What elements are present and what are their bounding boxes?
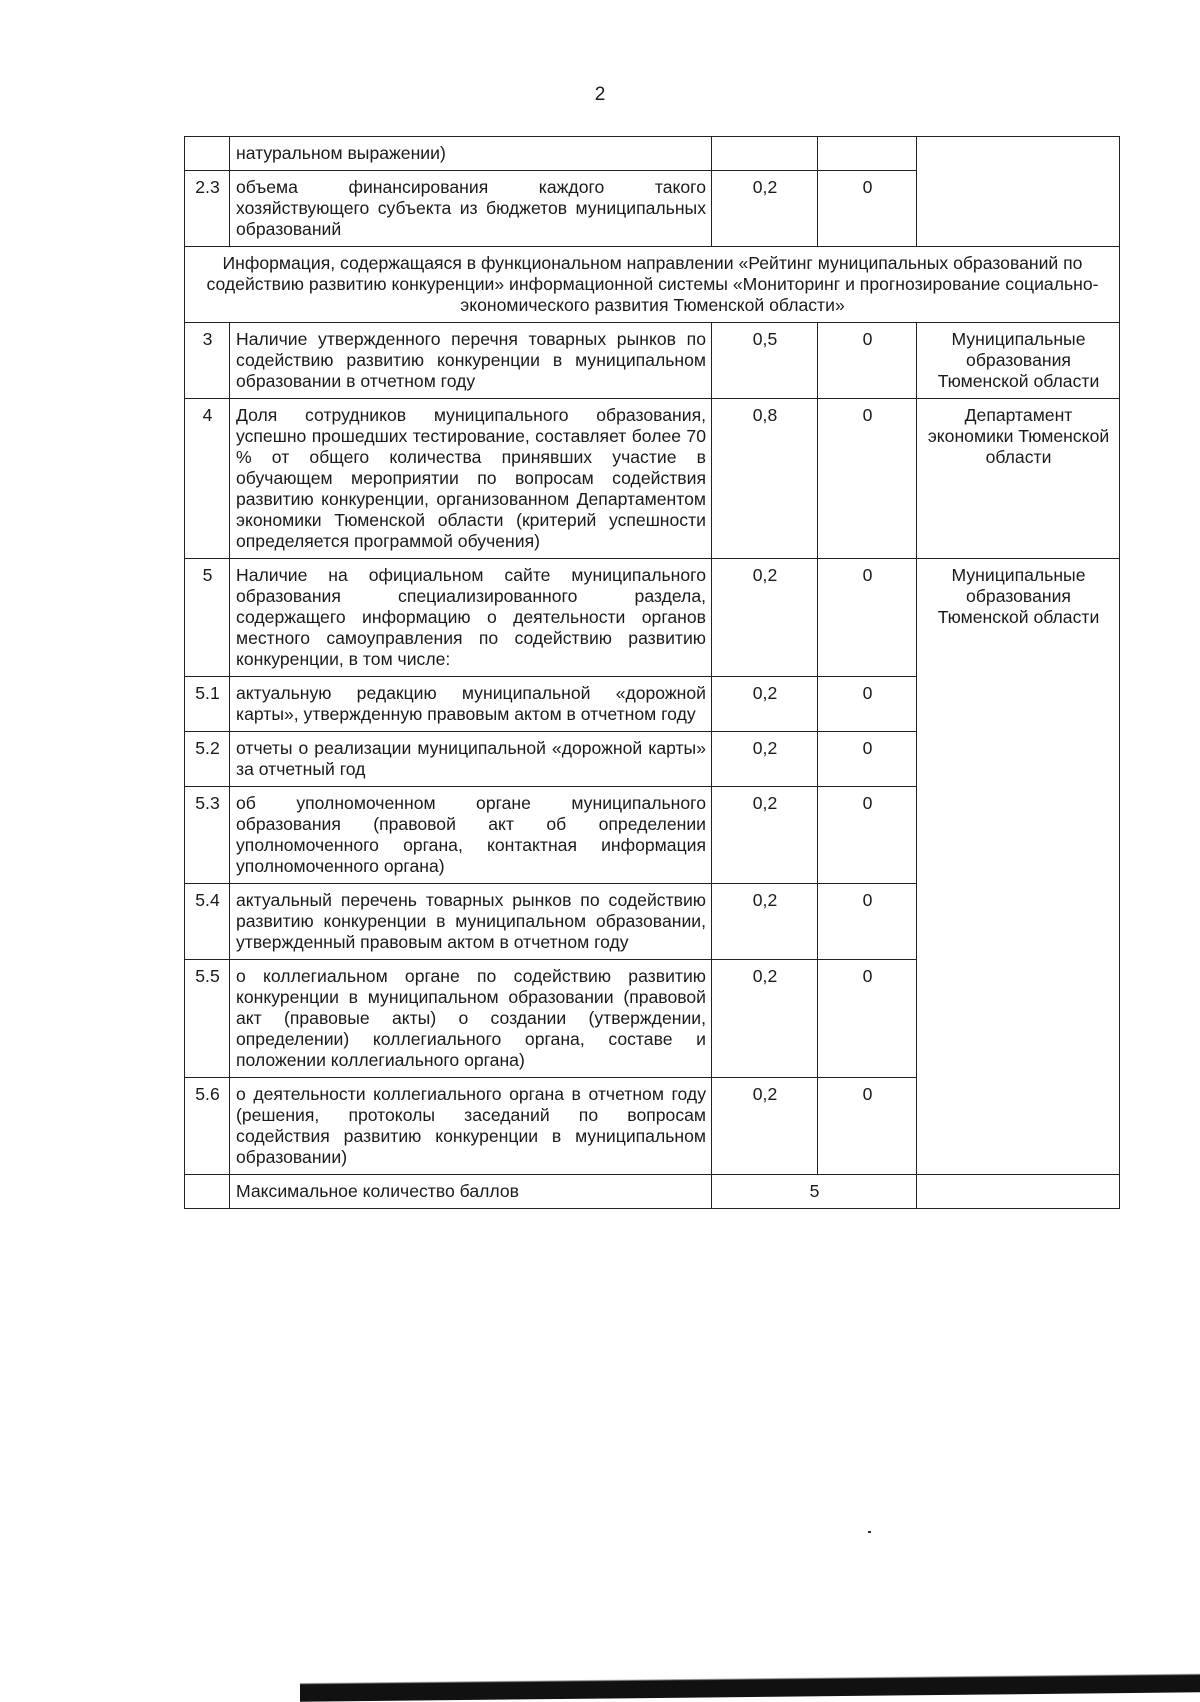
row-source [917,137,1120,247]
row-number: 5.1 [185,677,230,732]
row-text: натуральном выражении) [230,137,712,171]
table-row [185,559,1120,677]
row-weight [712,137,818,171]
row-text: объема финансирования каждого такого хозяйствующего субъекта из бюджетов муниципальных образований [230,171,712,247]
row-score: 0 [818,960,917,1078]
page-number: 2 [594,84,606,105]
row-score: 0 [818,884,917,960]
row-weight: 0,5 [712,323,818,399]
row-weight: 0,8 [712,399,818,559]
row-weight: 0,2 [712,787,818,884]
row-source: Департамент экономики Тюменской области [917,399,1120,559]
row-text: об уполномоченном органе муниципального образования (правовой акт об определении уполномоченного органа, контактная информация уполномоченного органа) [230,787,712,884]
row-number: 5.5 [185,960,230,1078]
total-value: 5 [712,1175,917,1209]
row-score: 0 [818,1078,917,1175]
row-score [818,137,917,171]
row-score: 0 [818,323,917,399]
row-source: Муниципальные образования Тюменской области [917,323,1120,399]
row-weight: 0,2 [712,677,818,732]
row-text: о деятельности коллегиального органа в отчетном году (решения, протоколы заседаний по вопросам содействия развитию конкуренции в муниципальном образовании) [230,1078,712,1175]
total-label: Максимальное количество баллов [230,1175,712,1209]
row-score: 0 [818,732,917,787]
section-heading: Информация, содержащаяся в функциональном направлении «Рейтинг муниципальных образований по содействию развитию конкуренции» информационной системы «Мониторинг и прогнозирование социально-экономического развития Тюменской области» [185,247,1120,323]
row-score: 0 [818,399,917,559]
row-score: 0 [818,559,917,677]
row-number: 5 [185,559,230,677]
row-number: 3 [185,323,230,399]
row-text: актуальный перечень товарных рынков по содействию развитию конкуренции в муниципальном образовании, утвержденный правовым актом в отчетном году [230,884,712,960]
row-source: Муниципальные образования Тюменской области [917,559,1120,1175]
row-number: 2.3 [185,171,230,247]
table-row [185,323,1120,399]
row-number: 5.2 [185,732,230,787]
row-number: 5.4 [185,884,230,960]
row-text: Наличие утвержденного перечня товарных рынков по содействию развитию конкуренции в муниципальном образовании в отчетном году [230,323,712,399]
row-score: 0 [818,171,917,247]
table-row [185,399,1120,559]
scan-edge [300,1663,1200,1701]
row-score: 0 [818,677,917,732]
row-text: отчеты о реализации муниципальной «дорожной карты» за отчетный год [230,732,712,787]
row-weight: 0,2 [712,732,818,787]
row-weight: 0,2 [712,960,818,1078]
row-weight: 0,2 [712,559,818,677]
table-row [185,137,1120,171]
row-text: Наличие на официальном сайте муниципального образования специализированного раздела, содержащего информацию о деятельности органов местного самоуправления по содействию развитию конкуренции, в том числе: [230,559,712,677]
row-number: 4 [185,399,230,559]
row-number: 5.6 [185,1078,230,1175]
row-text: о коллегиальном органе по содействию развитию конкуренции в муниципальном образовании (правовой акт (правовые акты) о создании (утверждении, определении) коллегиального органа, составе и положении коллегиального органа) [230,960,712,1078]
row-weight: 0,2 [712,171,818,247]
criteria-table [184,136,1120,1209]
row-score: 0 [818,787,917,884]
section-row [185,247,1120,323]
scan-artifact [868,1531,871,1533]
row-text: актуальную редакцию муниципальной «дорожной карты», утвержденную правовым актом в отчетном году [230,677,712,732]
row-text: Доля сотрудников муниципального образования, успешно прошедших тестирование, составляет более 70 % от общего количества принявших участие в обучающем мероприятии по вопросам содействия развитию конкуренции, организованном Департаментом экономики Тюменской области (критерий успешности определяется программой обучения) [230,399,712,559]
row-weight: 0,2 [712,1078,818,1175]
total-number [185,1175,230,1209]
total-row [185,1175,1120,1209]
row-number: 5.3 [185,787,230,884]
row-weight: 0,2 [712,884,818,960]
row-number [185,137,230,171]
total-source [917,1175,1120,1209]
